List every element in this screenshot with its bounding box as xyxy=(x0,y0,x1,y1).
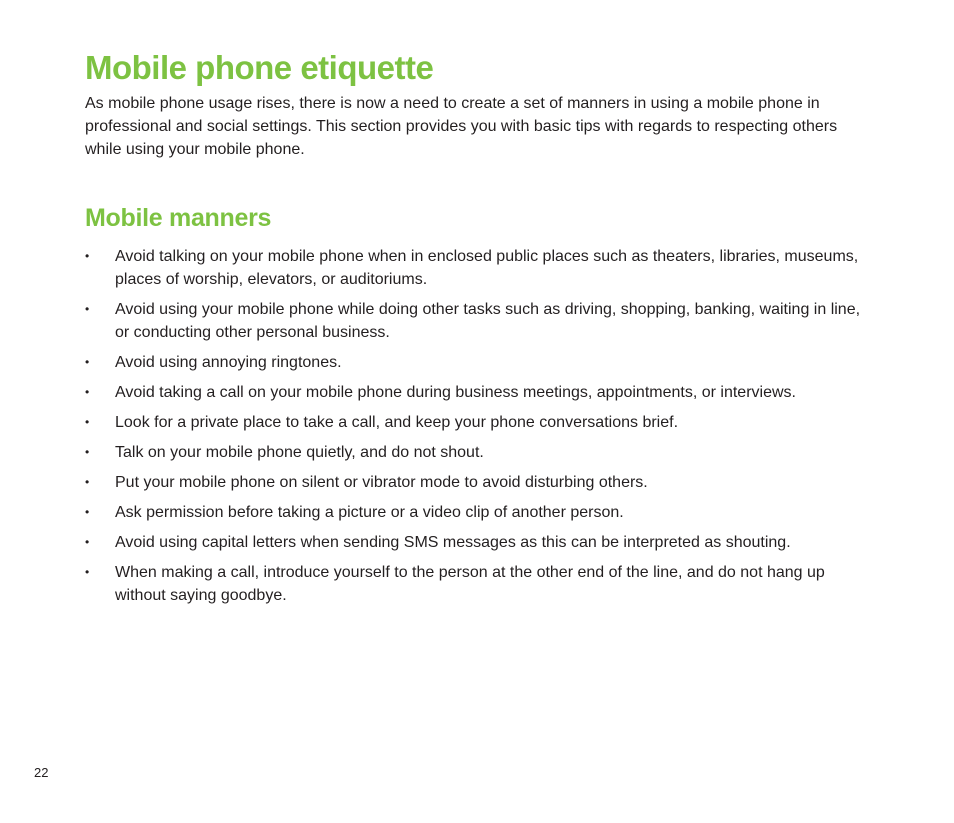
bullet-icon: • xyxy=(85,445,90,459)
page-title: Mobile phone etiquette xyxy=(85,49,434,86)
list-item xyxy=(85,298,875,344)
list-item xyxy=(85,411,875,434)
list-item-text: Avoid taking a call on your mobile phone during business meetings, appointments, or interviews. xyxy=(115,384,796,401)
intro-paragraph: As mobile phone usage rises, there is now a need to create a set of manners in using a mobile phone in professional and social settings. This section provides you with basic tips with regards to respecting others while using your mobile phone. xyxy=(85,95,838,158)
list-item-text: Talk on your mobile phone quietly, and do not shout. xyxy=(115,444,484,461)
list-item-text: Avoid using annoying ringtones. xyxy=(115,354,342,371)
list-item-text: When making a call, introduce yourself to the person at the other end of the line, and do not hang up without saying goodbye. xyxy=(115,564,825,604)
list-item-text: Avoid using capital letters when sending SMS messages as this can be interpreted as shouting. xyxy=(115,534,791,551)
section-title: Mobile manners xyxy=(85,204,272,232)
list-item xyxy=(85,531,875,554)
list-item xyxy=(85,381,875,404)
bullet-icon: • xyxy=(85,505,90,519)
page-number: 22 xyxy=(34,765,49,780)
bullet-icon: • xyxy=(85,535,90,549)
list-item-text: Avoid talking on your mobile phone when in enclosed public places such as theaters, libraries, museums, places of worship, elevators, or auditoriums. xyxy=(115,248,859,288)
list-item-text: Look for a private place to take a call, and keep your phone conversations brief. xyxy=(115,414,679,431)
bullet-icon: • xyxy=(85,415,90,429)
list-item-text: Put your mobile phone on silent or vibrator mode to avoid disturbing others. xyxy=(115,474,648,491)
bullet-icon: • xyxy=(85,565,90,579)
list-item xyxy=(85,245,875,291)
bullet-icon: • xyxy=(85,249,90,263)
list-item-text: Ask permission before taking a picture or a video clip of another person. xyxy=(115,504,624,521)
list-item xyxy=(85,501,875,524)
list-item xyxy=(85,471,875,494)
bullet-icon: • xyxy=(85,355,90,369)
bullet-icon: • xyxy=(85,385,90,399)
bullet-icon: • xyxy=(85,302,90,316)
manners-list xyxy=(85,245,875,614)
list-item xyxy=(85,561,875,607)
list-item xyxy=(85,351,875,374)
list-item xyxy=(85,441,875,464)
list-item-text: Avoid using your mobile phone while doing other tasks such as driving, shopping, banking, waiting in line, or conducting other personal business. xyxy=(115,301,861,341)
bullet-icon: • xyxy=(85,475,90,489)
